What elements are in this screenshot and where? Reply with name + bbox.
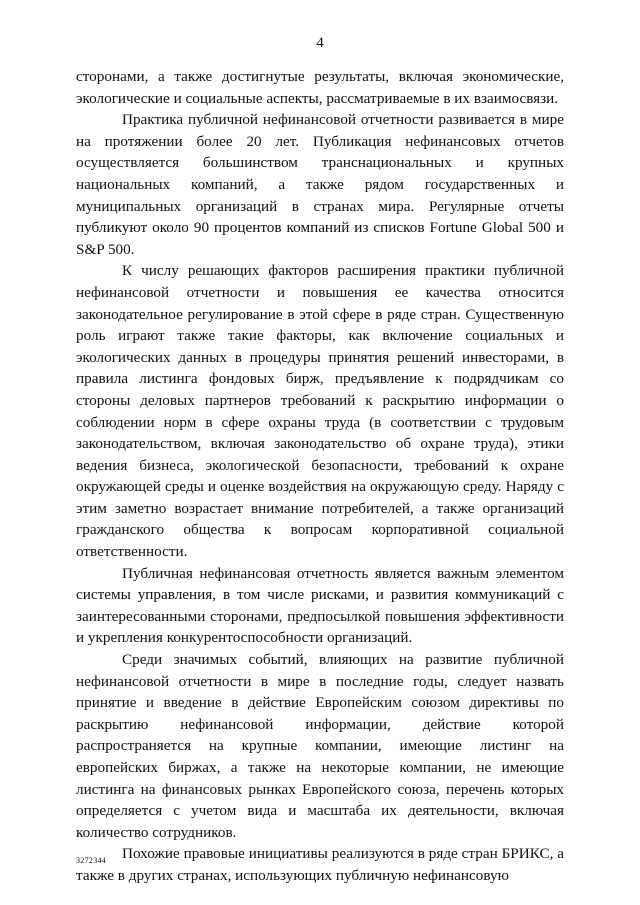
paragraph-legal-initiatives: Похожие правовые инициативы реализуются в ряде стран БРИКС, а также в других странах, использующих публичную нефинансовую bbox=[76, 845, 564, 884]
paragraph-significant-events: Среди значимых событий, влияющих на развитие публичной нефинансовой отчетности в мире в последние годы, следует назвать принятие и введение в действие Европейским союзом директивы по раскрытию нефинансовой информации, действие которой распространяется на крупные компании, имеющие листинг на европейских биржах, а также на некоторые компании, не имеющие листинга на финансовых рынках Европейского союза, перечень которых определяется с учетом вида и масштаба их деятельности, включая количество сотрудников. bbox=[76, 651, 564, 841]
paragraph-continuation: сторонами, а также достигнутые результаты, включая экономические, экологические и социальные аспекты, рассматриваемые в их взаимосвязи. bbox=[76, 68, 564, 107]
document-code: 3272344 bbox=[76, 856, 107, 865]
page-number: 4 bbox=[316, 35, 324, 51]
body-text bbox=[76, 66, 564, 887]
paragraph-practice: Практика публичной нефинансовой отчетности развивается в мире на протяжении более 20 лет. Публикация нефинансовых отчетов осуществляется большинством транснациональных и крупных национальных компаний, а также рядом государственных и муниципальных организаций в странах мира. Регулярные отчеты публикуют около 90 процентов компаний из списков Fortune Global 500 и S&P 500. bbox=[76, 111, 564, 258]
paragraph-management-system: Публичная нефинансовая отчетность является важным элементом системы управления, в том числе рисками, и развития коммуникаций с заинтересованными сторонами, предпосылкой повышения эффективности и укрепления конкурентоспособности организаций. bbox=[76, 564, 564, 647]
paragraph-factors: К числу решающих факторов расширения практики публичной нефинансовой отчетности и повышения ее качества относится законодательное регулирование в этой сфере в ряде стран. Существенную роль играют также такие факторы, как включение социальных и экологических данных в процедуры принятия решений инвесторами, в правила листинга фондовых бирж, предъявление к подрядчикам со стороны деловых партнеров требований к раскрытию информации о соблюдении норм в сфере охраны труда (в соответствии с трудовым законодательством, включая законодательство об охране труда), этики ведения бизнеса, экологической безопасности, требований к охране окружающей среды и оценке воздействия на окружающую среду. Наряду с этим заметно возрастает внимание потребителей, а также организаций гражданского общества к вопросам корпоративной социальной ответственности. bbox=[76, 262, 564, 561]
